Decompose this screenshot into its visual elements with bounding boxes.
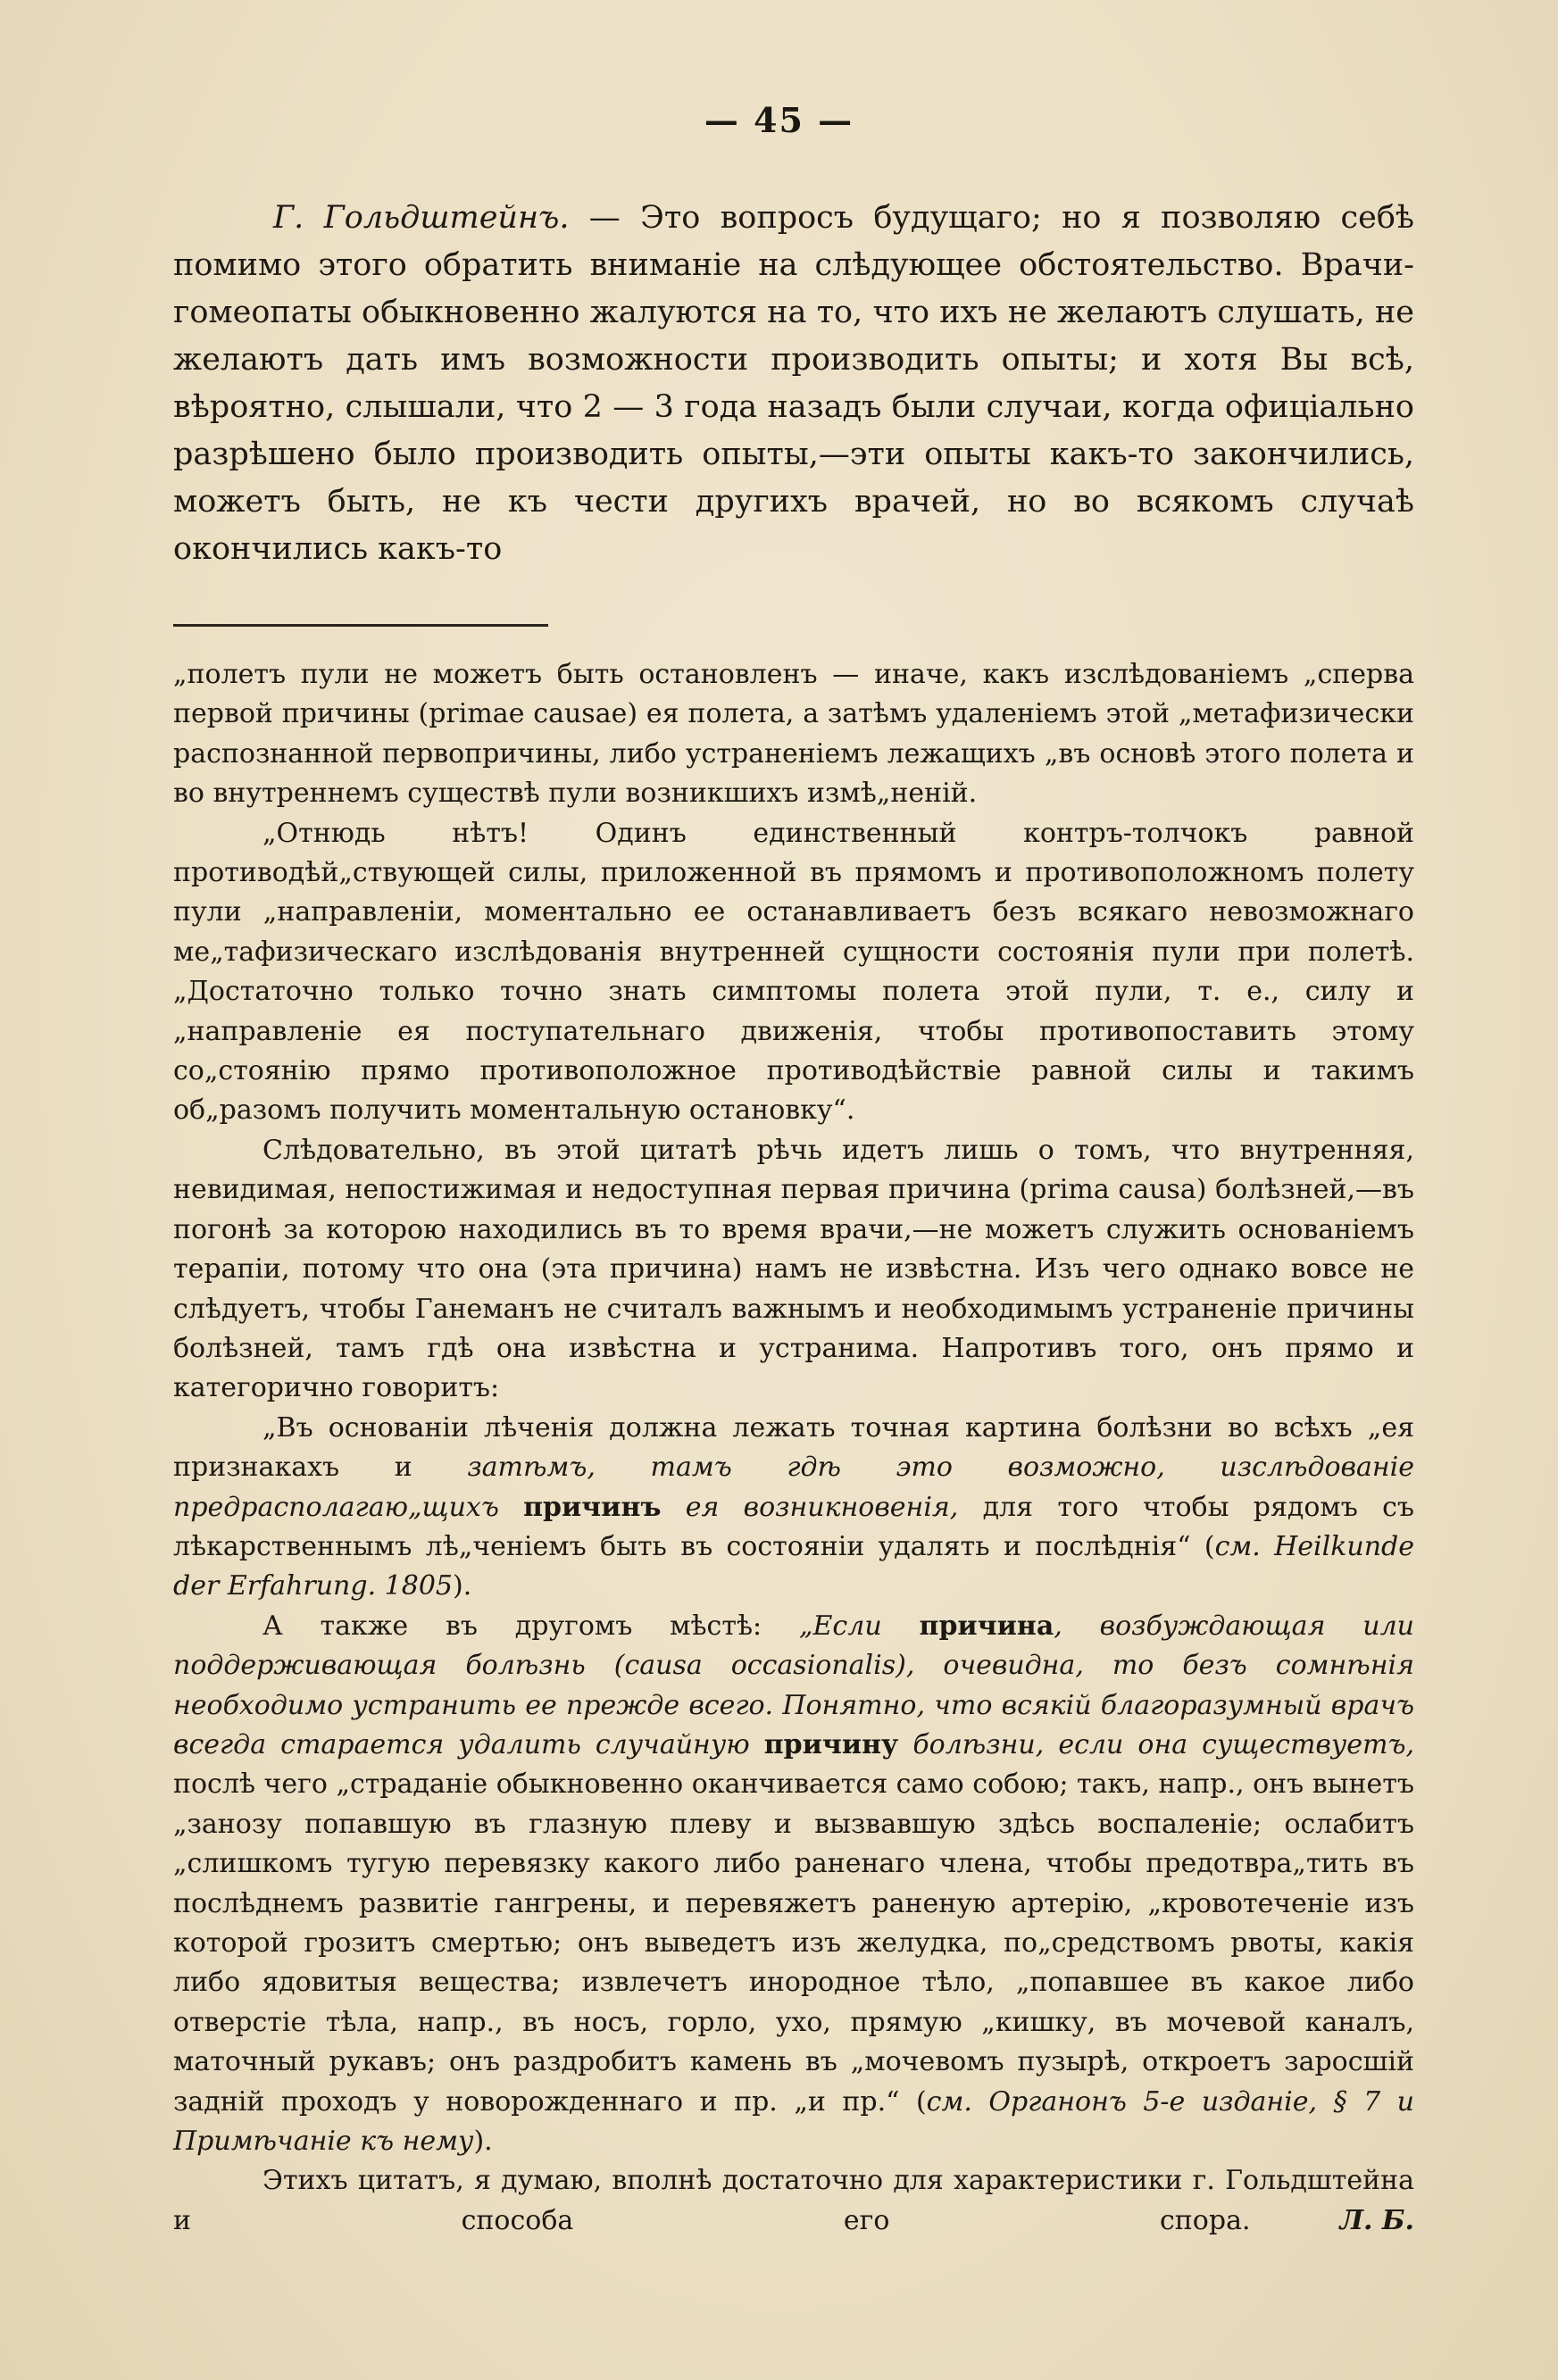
footnote-block xyxy=(173,655,1414,2281)
quote4-part-d: , возбуждающая или поддерживающая болѣзнь (causa occasionalis), очевидна, то безъ сомнѣнія необходимо устранить ее прежде всего. Понятно, что всякій благоразумный врачъ всегда старается удалить случайную xyxy=(173,1610,1415,1760)
page-number: — 45 — xyxy=(704,100,854,140)
quote4-part-c: причина xyxy=(919,1610,1054,1642)
footnote-quote-bullet: „полетъ пули не можетъ быть остановленъ — иначе, какъ изслѣдованіемъ „сперва первой причины (primae causae) ея полета, а затѣмъ удаленіемъ этой „метафизически распознанной первопричины, либо устраненіемъ лежащихъ „въ основѣ этого полета и во внутреннемъ существѣ пули возникшихъ измѣ„неній. xyxy=(173,659,1414,810)
footnote-closing xyxy=(173,2161,1414,2280)
quote4-part-i: ). xyxy=(473,2126,493,2158)
quote4-part-b: „Если xyxy=(798,1610,920,1642)
footnote-quote-countershock: „Отнюдь нѣтъ! Одинъ единственный контръ-толчокъ равной противодѣй„ствующей силы, приложенной въ прямомъ и противоположномъ полету пули „направленіи, моментально ее останавливаетъ безъ всякаго невозможнаго ме„тафизическаго изслѣдованія внутренней сущности состоянія пули при полетѣ. „Достаточно только точно знать симптомы полета этой пули, т. е., силу и „направленіе ея поступательнаго движенія, чтобы противопоставить этому со„стоянію прямо противоположное противодѣйствіе равной силы и такимъ об„разомъ получить моментальную остановку“. xyxy=(173,817,1414,1127)
speaker-name: Г. Гольдштейнъ. xyxy=(273,200,570,236)
main-paragraph-text: — Это вопросъ будущаго; но я позволяю себѣ помимо этого обратить вниманіе на слѣдующее обстоятельство. Врачи-гомеопаты обыкновенно жалуются на то, что ихъ не желаютъ слушать, не желаютъ дать имъ возможности производить опыты; и хотя Вы всѣ, вѣроятно, слышали, что 2 — 3 года назадъ были случаи, когда офиціально разрѣшено было производить опыты,—эти опыты какъ-то закончились, можетъ быть, не къ чести другихъ врачей, но во всякомъ случаѣ окончились какъ-то xyxy=(173,200,1414,567)
main-paragraph xyxy=(173,195,1414,573)
main-text xyxy=(173,195,1414,573)
footnote-quote-organon xyxy=(173,1607,1414,2162)
quote3-part-g: ). xyxy=(453,1570,472,1602)
footnote-commentary: Слѣдовательно, въ этой цитатѣ рѣчь идетъ лишь о томъ, что внутренняя, невидимая, непостижимая и недоступная первая причина (prima causa) болѣзней,—въ погонѣ за которою находились въ то время врачи,—не можетъ служить основаніемъ терапіи, потому что она (эта причина) намъ не извѣстна. Изъ чего однако вовсе не слѣдуетъ, чтобы Ганеманъ не считалъ важнымъ и необходимымъ устраненіе причины болѣзней, тамъ гдѣ она извѣстна и устранима. Напротивъ того, онъ прямо и категорично говоритъ: xyxy=(173,1134,1414,1404)
footnote-separator xyxy=(173,624,548,627)
quote3-part-b: затѣмъ, тамъ гдѣ это возможно, изслѣдованіе предрасполагаю„щихъ xyxy=(173,1452,1414,1523)
quote4-source: см. Органонъ 5-е изданіе, § 7 и Примѣчаніе къ нему xyxy=(173,2085,1415,2158)
signature: Л. Б. xyxy=(1339,2204,1414,2236)
closing-text: Этихъ цитатъ, я думаю, вполнѣ достаточно для характеристики г. Гольдштейна и способа его спора. xyxy=(173,2165,1414,2236)
quote3-part-d: ея возникновенія, xyxy=(661,1491,959,1523)
footnote-quote-heilkunde xyxy=(173,1409,1414,1607)
quote3-part-e: для того чтобы рядомъ съ лѣкарственнымъ лѣ„ченіемъ быть въ состояніи удалять и послѣднія“ ( xyxy=(173,1491,1414,1562)
quote4-part-f: болѣзни, если она существуетъ, xyxy=(898,1728,1414,1760)
quote3-part-c: причинъ xyxy=(523,1491,662,1523)
quote4-part-a: А также въ другомъ мѣстѣ: xyxy=(262,1610,799,1642)
quote4-part-g: послѣ чего „страданіе обыкновенно оканчивается само собою; такъ, напр., онъ вынетъ „занозу попавшую въ глазную плеву и вызвавшую здѣсь воспаленіе; ослабитъ „слишкомъ тугую перевязку какого либо раненаго члена, чтобы предотвра„тить въ послѣднемъ развитіе гангрены, и перевяжетъ раненую артерію, „кровотеченіе изъ которой грозитъ смертью; онъ выведетъ изъ желудка, по„средствомъ рвоты, какія либо ядовитыя вещества; извлечетъ инородное тѣло, „попавшее въ какое либо отверстіе тѣла, напр., въ носъ, горло, ухо, прямую „кишку, въ мочевой каналъ, маточный рукавъ; онъ раздробитъ камень въ „мочевомъ пузырѣ, откроетъ заросшій задній проходъ у новорожденнаго и пр. „и пр.“ ( xyxy=(173,1768,1414,2118)
quote3-source: см. Heilkunde der Erfahrung. 1805 xyxy=(173,1530,1414,1602)
quote4-part-e: причину xyxy=(763,1728,899,1760)
quote3-part-a: „Въ основаніи лѣченія должна лежать точная картина болѣзни во всѣхъ „ея признакахъ и xyxy=(173,1411,1414,1484)
